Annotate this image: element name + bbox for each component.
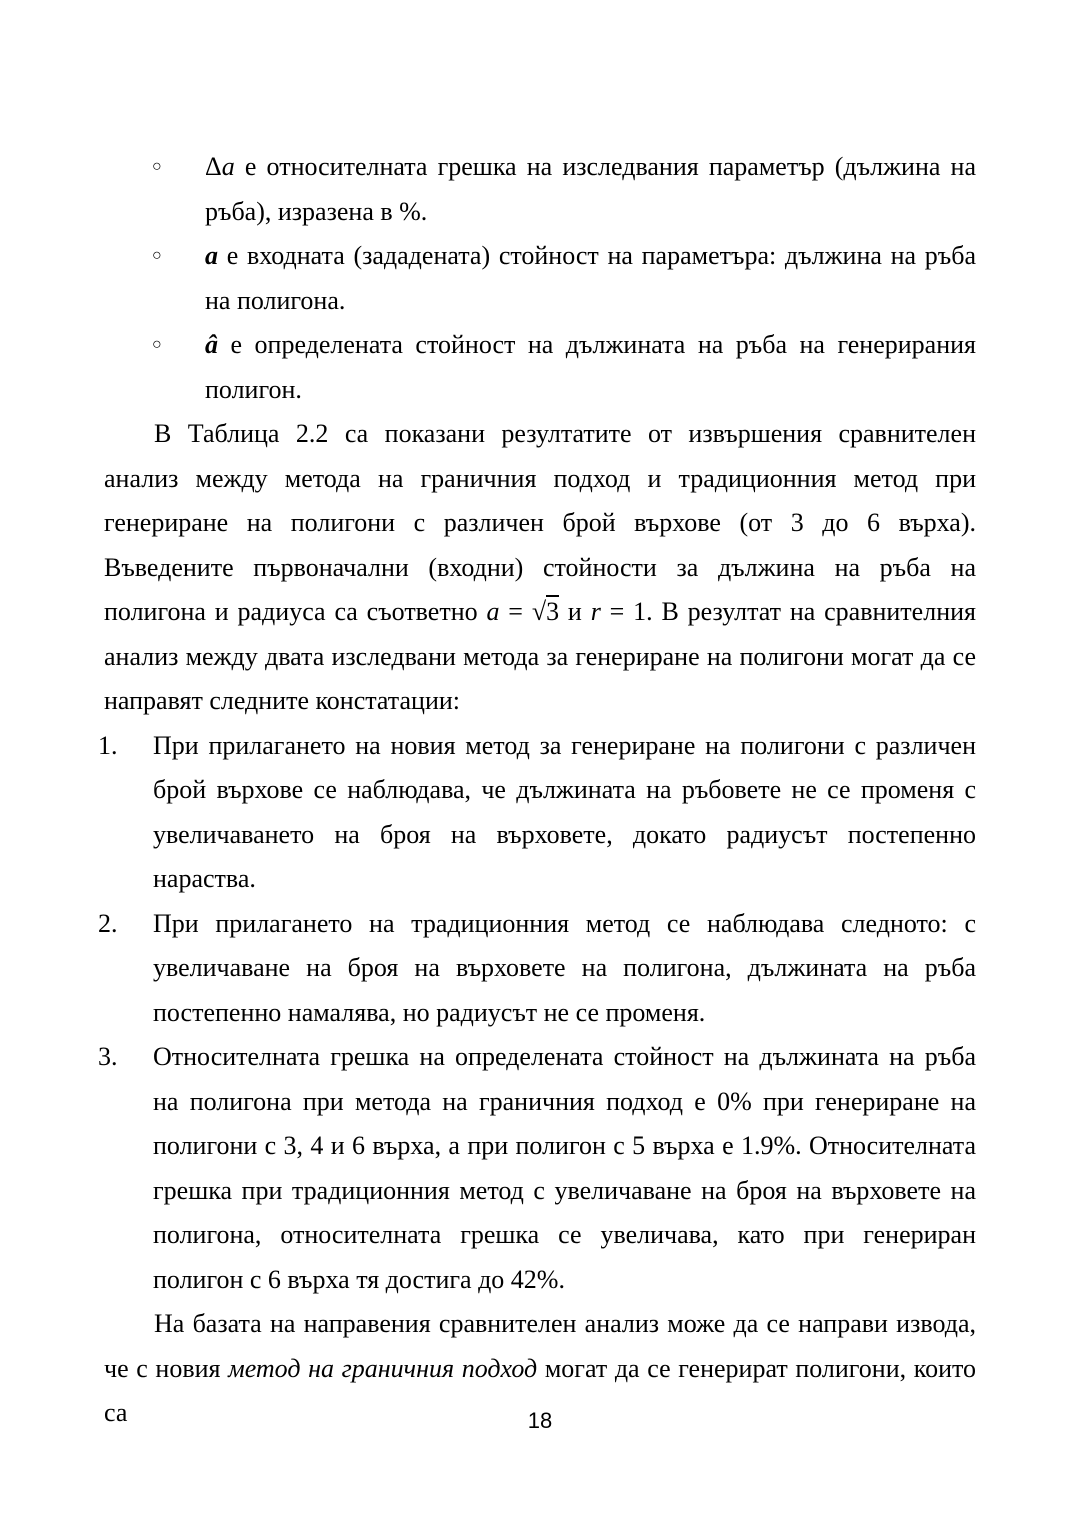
numbered-item-2 bbox=[98, 902, 976, 1036]
item-text: При прилагането на новия метод за генериране на полигони с различен брой върхове се наблюдава, че дължината на ръбовете не се променя с увеличаването на броя на върховете, докато радиусът постепенно нараства. bbox=[153, 730, 976, 893]
text-segment: = 1. В резултат на сравнителния анализ между двата изследвани метода за генериране на полигони могат да се направят следните констатации: bbox=[104, 597, 976, 715]
text-segment: метод на граничния подход bbox=[228, 1353, 538, 1383]
numbered-item-3 bbox=[98, 1035, 976, 1302]
page-number: 18 bbox=[527, 1408, 553, 1433]
numbered-list bbox=[98, 724, 976, 1303]
text-segment: a bbox=[221, 152, 235, 181]
text-segment: На базата на направения сравнителен анализ може да се направи извода, че с новия bbox=[104, 1309, 976, 1383]
page-content bbox=[98, 145, 976, 1436]
text-segment: a bbox=[205, 241, 218, 270]
circle-bullet-icon: ○ bbox=[152, 247, 162, 264]
text-segment: е определената стойност на дължината на ръба на генерирания полигон. bbox=[205, 330, 976, 404]
text-segment: Δ bbox=[205, 152, 222, 181]
item-number: 1. bbox=[98, 730, 118, 760]
bullet-text-a bbox=[205, 241, 976, 315]
text-segment: е относителната грешка на изследвания параметър (дължина на ръба), изразена в %. bbox=[205, 152, 976, 226]
text-segment: 3 bbox=[546, 597, 560, 626]
text-segment: a bbox=[486, 597, 500, 626]
bullet-item-a bbox=[104, 234, 976, 323]
text-segment: = bbox=[499, 597, 532, 626]
bullet-text-delta-a bbox=[205, 152, 976, 226]
text-segment: â bbox=[205, 330, 218, 359]
text-segment: е входната (зададената) стойност на параметъра: дължина на ръба на полигона. bbox=[205, 241, 976, 315]
text-segment: и bbox=[559, 597, 591, 626]
bullet-text-a-hat bbox=[205, 330, 976, 404]
item-text: Относителната грешка на определената стойност на дължината на ръба на полигона при метода на граничния подход е 0% при генериране на полигони с 3, 4 и 6 върха, а при полигон с 5 върха е 1.9%. Относителната грешка при традиционния метод с увеличаване на броя на върховете на полигона, относителната грешка се увеличава, като при генериран полигон с 6 върха тя достига до 42%. bbox=[153, 1042, 976, 1294]
text-segment: r bbox=[590, 597, 601, 626]
bullet-item-delta-a bbox=[104, 145, 976, 234]
text-segment: В Таблица 2.2 са показани резултатите от извършения сравнителен анализ между метода на граничния подход и традиционния метод при генериране на полигони с различен брой върхове (от 3 до 6 върха). Въведените първоначални (входни) стойности за дължина на ръба на полигона и радиуса са съответно bbox=[104, 419, 976, 626]
item-number: 2. bbox=[98, 908, 118, 938]
text-segment: могат да се генерират полигони, които са bbox=[104, 1353, 976, 1427]
circle-bullet-icon: ○ bbox=[152, 336, 162, 353]
item-number: 3. bbox=[98, 1042, 118, 1071]
bullet-item-a-hat bbox=[104, 323, 976, 412]
bullet-list bbox=[104, 145, 976, 412]
circle-bullet-icon: ○ bbox=[152, 158, 162, 175]
paragraph-table-analysis bbox=[104, 412, 976, 724]
numbered-item-1 bbox=[98, 724, 976, 902]
text-segment: √ bbox=[531, 597, 547, 626]
item-text: При прилагането на традиционния метод се наблюдава следното: с увеличаване на броя на върховете на полигона, дължината на ръба постепенно намалява, но радиусът не се променя. bbox=[153, 908, 976, 1027]
